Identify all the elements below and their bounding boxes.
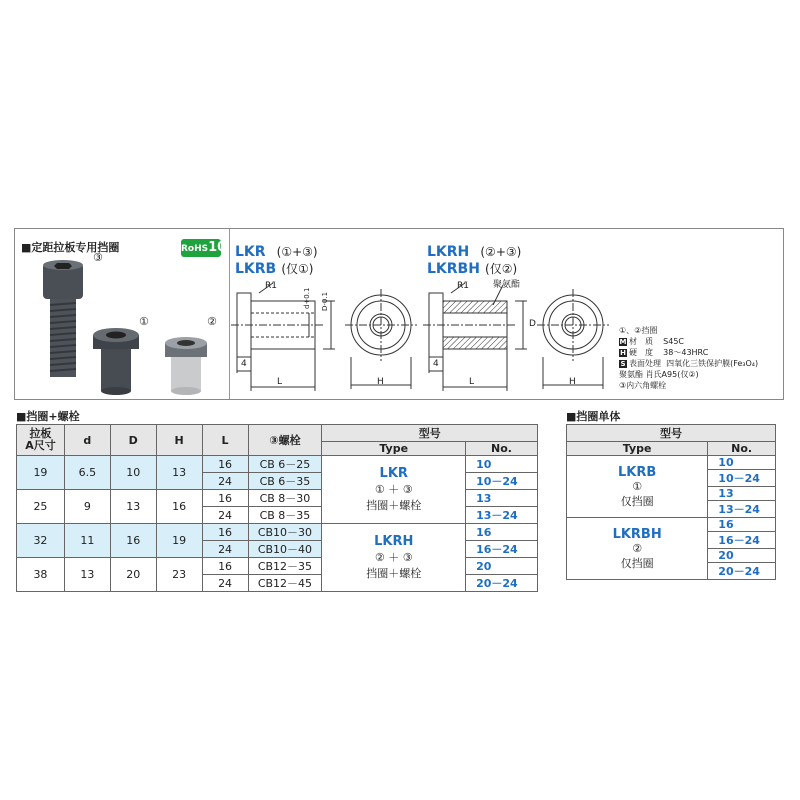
rohs-badge: RoHS10 <box>181 240 227 255</box>
cell-d: 13 <box>64 558 110 592</box>
side-header-no: No. <box>708 442 776 456</box>
type-lkrb-heading: LKRB (仅①) <box>235 261 314 277</box>
cell-H: 19 <box>156 524 202 558</box>
side-cell-no: 16 <box>708 518 776 532</box>
surface-icon: S <box>620 359 626 368</box>
main-table-title: ■挡圈+螺栓 <box>16 410 80 423</box>
side-cell-no: 13－24 <box>708 501 776 518</box>
product-overview-panel <box>14 228 784 400</box>
dim-H-lkrh: H <box>569 377 576 387</box>
type-lkrb-desc1: ① <box>632 479 643 493</box>
header-d: d <box>64 425 110 456</box>
legend-polyurethane: 聚氨酯 肖氏A95(仅②) <box>619 370 699 379</box>
type-lkrb-desc2: 仅挡圈 <box>620 494 654 508</box>
part-2-label: ② <box>207 315 217 328</box>
cell-a: 38 <box>17 558 65 592</box>
header-type: Type <box>322 442 466 456</box>
dim-D-lkr: D-0.1 <box>321 291 329 311</box>
cell-L: 24 <box>202 473 248 490</box>
type-lkrb-cell <box>567 456 708 518</box>
type-lkrh-name: LKRH <box>374 534 414 549</box>
dim-r1-lkrh: R1 <box>457 281 469 291</box>
legend-material: M 材 质 S45C <box>619 337 685 346</box>
type-lkrbh-heading: LKRBH (仅②) <box>427 261 518 277</box>
cell-no: 16－24 <box>466 541 538 558</box>
cell-d: 6.5 <box>64 456 110 490</box>
cell-no: 16 <box>466 524 538 541</box>
cell-L: 16 <box>202 490 248 507</box>
type-lkrh-cell <box>322 524 466 592</box>
ring-only-table <box>566 424 776 580</box>
cell-no: 20 <box>466 558 538 575</box>
type-lkr-name: LKR <box>379 466 408 481</box>
parts-photo <box>25 259 225 399</box>
dim-L-lkrh: L <box>469 377 475 387</box>
side-header-model: 型号 <box>567 425 776 442</box>
cell-H: 16 <box>156 490 202 524</box>
side-cell-no: 10－24 <box>708 470 776 487</box>
header-D: D <box>110 425 156 456</box>
ring-bolt-table <box>16 424 538 592</box>
cell-no: 10－24 <box>466 473 538 490</box>
type-lkrbh-desc1: ② <box>632 541 643 555</box>
type-lkrbh-cell <box>567 518 708 580</box>
cell-a: 25 <box>17 490 65 524</box>
cell-no: 20－24 <box>466 575 538 592</box>
cell-L: 16 <box>202 524 248 541</box>
cell-D: 16 <box>110 524 156 558</box>
cell-no: 13 <box>466 490 538 507</box>
cell-bolt: CB 6－25 <box>248 456 322 473</box>
cell-a: 19 <box>17 456 65 490</box>
cell-L: 24 <box>202 507 248 524</box>
type-lkrh-desc1: ② ＋ ③ <box>374 551 413 564</box>
type-lkr-heading: LKR (①+③) <box>235 244 318 260</box>
dim-H-lkr: H <box>377 377 384 387</box>
side-cell-no: 16－24 <box>708 532 776 549</box>
type-lkrh-heading: LKRH (②+③) <box>427 244 522 260</box>
cell-bolt: CB10－40 <box>248 541 322 558</box>
dim-4-lkr: 4 <box>241 359 247 369</box>
side-cell-no: 10 <box>708 456 776 470</box>
dim-D-lkrh: D <box>529 319 536 329</box>
header-H: H <box>156 425 202 456</box>
spec-legend <box>619 325 758 391</box>
header-a-size: 拉板 A尺寸 <box>17 425 65 456</box>
cell-bolt: CB 8－30 <box>248 490 322 507</box>
cell-L: 24 <box>202 575 248 592</box>
cell-L: 24 <box>202 541 248 558</box>
cell-bolt: CB10－30 <box>248 524 322 541</box>
side-header-type: Type <box>567 442 708 456</box>
legend-bolt: ③内六角螺栓 <box>619 381 667 390</box>
part-3-label: ③ <box>93 251 103 264</box>
cell-D: 13 <box>110 490 156 524</box>
dim-L-lkr: L <box>277 377 283 387</box>
side-table-title: ■挡圈单体 <box>566 410 621 423</box>
panel-divider <box>229 229 230 399</box>
type-lkrh-desc2: 挡圈＋螺栓 <box>366 567 422 580</box>
side-cell-no: 13 <box>708 487 776 501</box>
dim-r1-lkr: R1 <box>265 281 277 291</box>
cell-a: 32 <box>17 524 65 558</box>
type-lkrbh-desc2: 仅挡圈 <box>620 556 654 570</box>
type-lkr-desc2: 挡圈＋螺栓 <box>366 499 422 512</box>
cell-H: 23 <box>156 558 202 592</box>
cell-no: 13－24 <box>466 507 538 524</box>
side-cell-no: 20－24 <box>708 563 776 580</box>
header-no: No. <box>466 442 538 456</box>
cell-no: 10 <box>466 456 538 473</box>
cell-bolt: CB 8－35 <box>248 507 322 524</box>
cell-H: 13 <box>156 456 202 490</box>
type-lkr-cell <box>322 456 466 524</box>
cell-D: 20 <box>110 558 156 592</box>
cell-d: 9 <box>64 490 110 524</box>
cell-D: 10 <box>110 456 156 490</box>
type-lkrb-name: LKRB <box>618 464 657 480</box>
side-cell-no: 20 <box>708 549 776 563</box>
dim-4-lkrh: 4 <box>433 359 439 369</box>
header-model: 型号 <box>322 425 538 442</box>
header-bolt: ③螺栓 <box>248 425 322 456</box>
legend-surface: S 表面处理 四氧化三铁保护膜(Fe₃O₄) <box>620 359 759 368</box>
hardness-icon: H <box>620 348 626 357</box>
cell-bolt: CB12－35 <box>248 558 322 575</box>
product-title: ■定距拉板专用挡圈 <box>21 241 120 254</box>
dim-d-lkr: d+0.1 <box>303 287 311 309</box>
legend-hardness: H 硬 度 38～43HRC <box>620 348 709 357</box>
cell-L: 16 <box>202 456 248 473</box>
cell-bolt: CB 6－35 <box>248 473 322 490</box>
material-icon: M <box>619 337 627 346</box>
type-lkr-desc1: ① ＋ ③ <box>374 483 413 496</box>
cell-L: 16 <box>202 558 248 575</box>
polyurethane-label: 聚氨酯 <box>493 280 521 290</box>
part-1-label: ① <box>139 315 149 328</box>
type-lkrbh-name: LKRBH <box>612 526 662 542</box>
cell-bolt: CB12－45 <box>248 575 322 592</box>
cell-d: 11 <box>64 524 110 558</box>
lkrh-side-drawing <box>423 277 613 399</box>
header-L: L <box>202 425 248 456</box>
legend-rings: ①、②挡圈 <box>619 326 658 335</box>
